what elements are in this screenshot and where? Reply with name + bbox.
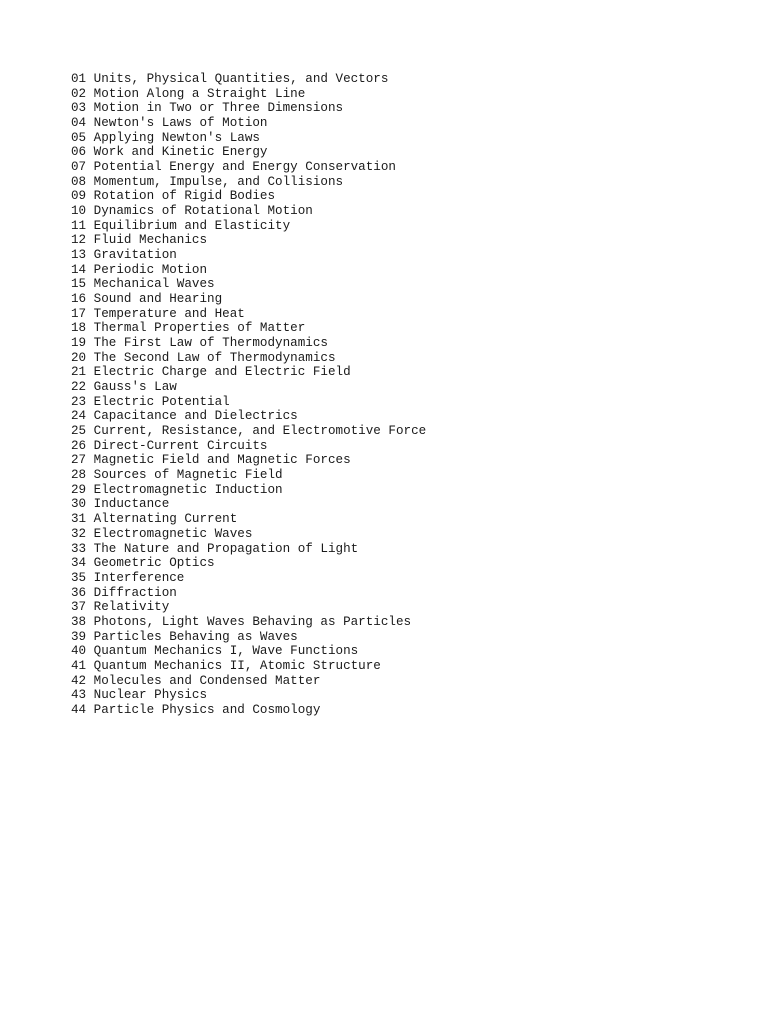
chapter-entry: 34 Geometric Optics	[71, 556, 215, 571]
chapter-entry: 11 Equilibrium and Elasticity	[71, 218, 291, 233]
chapter-entry: 25 Current, Resistance, and Electromotive Force	[71, 424, 427, 439]
chapter-entry: 31 Alternating Current	[71, 512, 238, 527]
chapter-entry: 41 Quantum Mechanics II, Atomic Structure	[71, 658, 381, 673]
chapter-entry: 42 Molecules and Condensed Matter	[71, 673, 321, 688]
chapter-entry: 18 Thermal Properties of Matter	[71, 321, 306, 336]
chapter-entry: 35 Interference	[71, 570, 185, 585]
chapter-entry: 37 Relativity	[71, 600, 170, 615]
chapter-entry: 03 Motion in Two or Three Dimensions	[71, 101, 344, 116]
chapter-entry: 43 Nuclear Physics	[71, 688, 208, 703]
chapter-entry: 27 Magnetic Field and Magnetic Forces	[71, 453, 351, 468]
chapter-entry: 22 Gauss's Law	[71, 380, 177, 395]
chapter-entry: 01 Units, Physical Quantities, and Vectors	[71, 72, 389, 86]
chapter-entry: 23 Electric Potential	[71, 394, 230, 409]
chapter-entry: 14 Periodic Motion	[71, 262, 208, 277]
chapter-entry: 40 Quantum Mechanics I, Wave Functions	[71, 644, 359, 659]
chapter-entry: 15 Mechanical Waves	[71, 277, 215, 292]
chapter-entry: 17 Temperature and Heat	[71, 306, 245, 321]
chapter-entry: 21 Electric Charge and Electric Field	[71, 365, 351, 380]
chapter-entry: 19 The First Law of Thermodynamics	[71, 336, 328, 351]
chapter-entry: 05 Applying Newton's Laws	[71, 130, 260, 145]
chapter-entry: 44 Particle Physics and Cosmology	[71, 702, 321, 717]
chapter-entry: 07 Potential Energy and Energy Conservation	[71, 160, 396, 175]
chapter-entry: 32 Electromagnetic Waves	[71, 526, 253, 541]
chapter-list	[71, 72, 426, 718]
chapter-entry: 02 Motion Along a Straight Line	[71, 86, 306, 101]
chapter-entry: 04 Newton's Laws of Motion	[71, 116, 268, 131]
chapter-entry: 09 Rotation of Rigid Bodies	[71, 189, 276, 204]
chapter-entry: 39 Particles Behaving as Waves	[71, 629, 298, 644]
chapter-entry: 08 Momentum, Impulse, and Collisions	[71, 174, 344, 189]
chapter-entry: 33 The Nature and Propagation of Light	[71, 541, 359, 556]
chapter-entry: 29 Electromagnetic Induction	[71, 482, 283, 497]
chapter-entry: 28 Sources of Magnetic Field	[71, 468, 283, 483]
chapter-entry: 16 Sound and Hearing	[71, 292, 223, 307]
chapter-entry: 06 Work and Kinetic Energy	[71, 145, 268, 160]
chapter-entry: 36 Diffraction	[71, 585, 177, 600]
chapter-entry: 24 Capacitance and Dielectrics	[71, 409, 298, 424]
chapter-entry: 10 Dynamics of Rotational Motion	[71, 204, 313, 219]
chapter-entry: 13 Gravitation	[71, 248, 177, 263]
chapter-entry: 38 Photons, Light Waves Behaving as Particles	[71, 614, 412, 629]
chapter-entry: 20 The Second Law of Thermodynamics	[71, 350, 336, 365]
chapter-entry: 12 Fluid Mechanics	[71, 233, 208, 248]
chapter-entry: 30 Inductance	[71, 497, 170, 512]
chapter-entry: 26 Direct-Current Circuits	[71, 438, 268, 453]
